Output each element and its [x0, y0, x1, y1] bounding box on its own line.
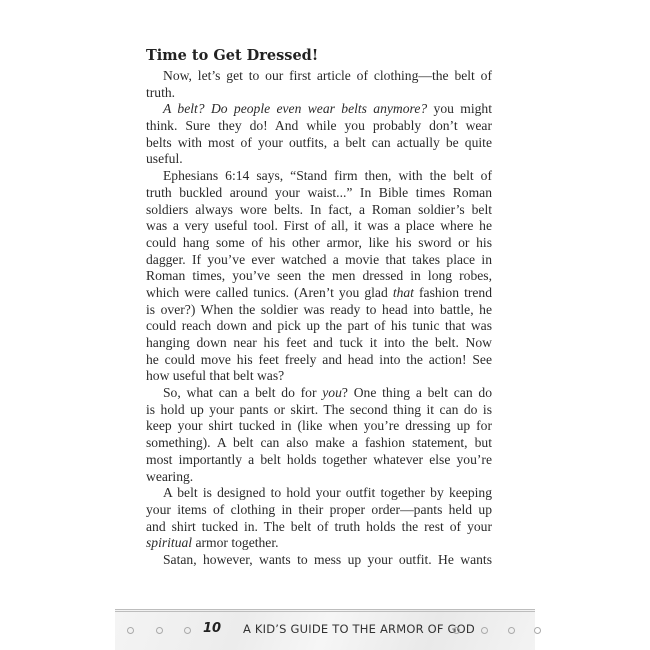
text-line	[146, 368, 492, 385]
text-line	[146, 485, 492, 502]
text-segment: Satan, however, wants to mess up your outfit. He wants	[163, 551, 492, 567]
page-footer	[115, 609, 535, 650]
text-segment: could reach down and pick up the part of his tunic that was	[146, 318, 492, 334]
text-segment: keep your shirt tucked in (like when you’re dressing up for	[146, 418, 492, 434]
text-line	[146, 202, 492, 219]
text-segment: So, what can a belt do for	[163, 385, 323, 401]
italic-text: spiritual	[146, 535, 193, 551]
text-segment: you might	[427, 101, 492, 117]
text-line	[146, 252, 492, 269]
text-line	[146, 335, 492, 352]
text-line	[146, 218, 492, 235]
text-segment: fashion trend	[413, 284, 493, 300]
text-segment: A belt is designed to hold your outfit together by keeping	[163, 485, 492, 501]
text-segment: your items of clothing in their proper order—pants held up	[146, 501, 492, 517]
text-segment: he could move his feet freely and head into the action! See	[146, 351, 492, 367]
text-segment: truth.	[146, 84, 176, 100]
text-segment: belts with most of your outfits, a belt can actually be quite	[146, 134, 492, 150]
text-segment: something). A belt can also make a fashion statement, but	[146, 435, 492, 451]
text-line	[146, 552, 492, 569]
text-segment: dagger. If you’ve ever watched a movie that takes place in	[146, 251, 492, 267]
text-segment: which were called tunics. (Aren’t you glad	[146, 284, 393, 300]
italic-text: A belt? Do people even wear belts anymore?	[163, 101, 428, 117]
text-line	[146, 535, 492, 552]
text-line	[146, 418, 492, 435]
page-number: 10	[203, 621, 222, 636]
text-line	[146, 435, 492, 452]
text-line	[146, 385, 492, 402]
text-segment: armor together.	[192, 535, 279, 551]
text-line	[146, 101, 492, 118]
text-segment: and shirt tucked in. The belt of truth holds the rest of your	[146, 518, 492, 534]
text-segment: is hold up your pants or skirt. The second thing it can do is	[146, 401, 492, 417]
text-segment: wearing.	[146, 468, 194, 484]
body-text	[146, 68, 492, 569]
dot-ornament-icon	[481, 627, 488, 634]
text-line	[146, 318, 492, 335]
text-line	[146, 519, 492, 536]
text-segment: most importantly a belt holds together whatever else you’re	[146, 451, 492, 467]
dot-ornament-icon	[534, 627, 541, 634]
dot-ornament-icon	[453, 627, 460, 634]
text-line	[146, 85, 492, 102]
italic-text: you	[322, 385, 342, 401]
text-segment: is over?) When the soldier was ready to head into battle, he	[146, 301, 492, 317]
text-line	[146, 68, 492, 85]
text-segment: Ephesians 6:14 says, “Stand firm then, with the belt of	[163, 168, 492, 184]
italic-text: that	[392, 284, 414, 300]
dot-ornament-icon	[508, 627, 515, 634]
section-heading: Time to Get Dressed!	[146, 47, 319, 64]
text-segment: Now, let’s get to our first article of clothing—the belt of	[163, 68, 492, 83]
text-line	[146, 402, 492, 419]
text-line	[146, 168, 492, 185]
text-line	[146, 185, 492, 202]
text-segment: soldiers always wore belts. In fact, a Roman soldier’s belt	[146, 201, 492, 217]
text-line	[146, 135, 492, 152]
text-line	[146, 452, 492, 469]
dot-ornament-icon	[184, 627, 191, 634]
dot-ornament-icon	[127, 627, 134, 634]
text-line	[146, 268, 492, 285]
text-segment: ? One thing a belt can do	[341, 385, 492, 401]
text-line	[146, 235, 492, 252]
text-segment: how useful that belt was?	[146, 368, 285, 384]
text-segment: useful.	[146, 151, 183, 167]
text-line	[146, 502, 492, 519]
text-line	[146, 285, 492, 302]
dot-ornament-icon	[156, 627, 163, 634]
text-segment: could hang some of his other armor, like his sword or his	[146, 234, 492, 250]
text-segment: was a very useful tool. First of all, it was a place where he	[146, 218, 492, 234]
text-line	[146, 302, 492, 319]
text-segment: hanging down near his feet and tuck it into the belt. Now	[146, 335, 492, 350]
text-line	[146, 118, 492, 135]
text-line	[146, 151, 492, 168]
text-segment: Roman times, you’ve seen the men dressed in long robes,	[146, 268, 492, 284]
text-segment: think. Sure they do! And while you probably don’t wear	[146, 118, 492, 134]
running-title: A KID’S GUIDE TO THE ARMOR OF GOD	[243, 622, 475, 636]
text-segment: truth buckled around your waist...” In Bible times Roman	[146, 184, 492, 200]
text-line	[146, 469, 492, 486]
text-line	[146, 352, 492, 369]
